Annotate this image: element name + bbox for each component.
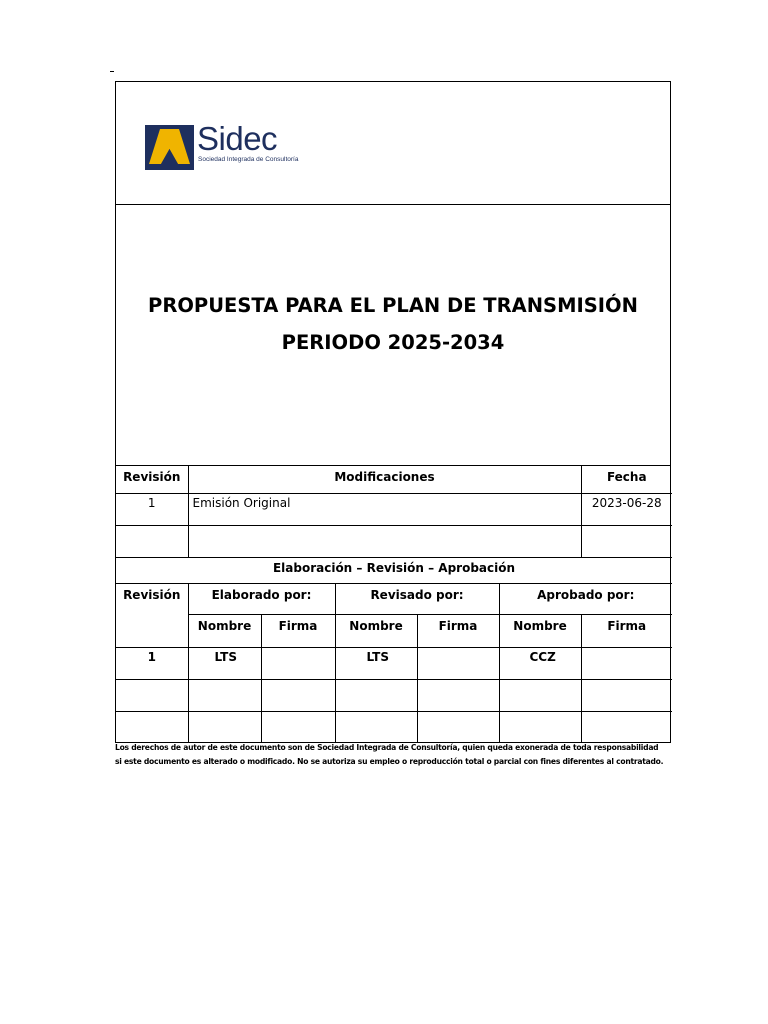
copyright-notice [115, 741, 675, 769]
approval-revision-header: Revisión [116, 583, 188, 647]
apr-signature-cell [581, 647, 672, 679]
date-cell [581, 525, 672, 557]
approval-revision-cell [116, 679, 188, 711]
rev-name-cell: LTS [335, 647, 417, 679]
title-area [116, 205, 670, 466]
table-row [116, 647, 672, 679]
modifications-header: Modificaciones [188, 466, 581, 493]
approval-section-row [116, 557, 672, 583]
apr-name-cell [499, 711, 581, 742]
approved-by-header: Aprobado por: [499, 583, 672, 614]
elab-signature-header: Firma [261, 614, 335, 647]
elab-name-cell [188, 711, 261, 742]
approval-section-title: Elaboración – Revisión – Aprobación [116, 557, 672, 583]
modifications-cell [188, 525, 581, 557]
reviewed-by-header: Revisado por: [335, 583, 499, 614]
elab-name-cell: LTS [188, 647, 261, 679]
modifications-cell: Emisión Original [188, 493, 581, 525]
elaborated-by-header: Elaborado por: [188, 583, 335, 614]
title-line-1: PROPUESTA PARA EL PLAN DE TRANSMISIÓN [148, 294, 638, 317]
logo-area [116, 82, 670, 205]
rev-signature-cell [417, 647, 499, 679]
sidec-logo-icon [145, 125, 194, 170]
apr-name-cell: CCZ [499, 647, 581, 679]
revision-cell [116, 525, 188, 557]
elab-signature-cell [261, 647, 335, 679]
revision-header: Revisión [116, 466, 188, 493]
copyright-line-2: si este documento es alterado o modificado. No se autoriza su empleo o reproducción total o parcial con fines diferentes al contratado. [115, 757, 664, 766]
elab-signature-cell [261, 711, 335, 742]
elab-name-cell [188, 679, 261, 711]
page-mark [110, 71, 114, 72]
cover-frame [115, 81, 671, 743]
elab-signature-cell [261, 679, 335, 711]
company-logo [145, 120, 299, 170]
rev-name-cell [335, 679, 417, 711]
elab-name-header: Nombre [188, 614, 261, 647]
approval-revision-cell [116, 711, 188, 742]
brand-name: Sidec [197, 120, 278, 157]
apr-name-header: Nombre [499, 614, 581, 647]
rev-name-header: Nombre [335, 614, 417, 647]
approval-revision-cell: 1 [116, 647, 188, 679]
table-row [116, 679, 672, 711]
copyright-line-1: Los derechos de autor de este documento son de Sociedad Integrada de Consultoría, quien queda exonerada de toda responsabilidad [115, 743, 659, 752]
revision-cell: 1 [116, 493, 188, 525]
apr-name-cell [499, 679, 581, 711]
document-title [116, 287, 670, 361]
title-line-2: PERIODO 2025-2034 [281, 331, 505, 354]
rev-signature-header: Firma [417, 614, 499, 647]
apr-signature-cell [581, 711, 672, 742]
date-header: Fecha [581, 466, 672, 493]
rev-signature-cell [417, 679, 499, 711]
apr-signature-cell [581, 679, 672, 711]
approval-subheader-row [116, 614, 672, 647]
revision-table [116, 466, 672, 742]
rev-signature-cell [417, 711, 499, 742]
approval-header-row [116, 583, 672, 614]
table-row [116, 525, 672, 557]
table-row [116, 493, 672, 525]
apr-signature-header: Firma [581, 614, 672, 647]
rev-name-cell [335, 711, 417, 742]
brand-tagline: Sociedad Integrada de Consultoría [198, 156, 299, 163]
revision-header-row [116, 466, 672, 493]
table-row [116, 711, 672, 742]
date-cell: 2023-06-28 [581, 493, 672, 525]
